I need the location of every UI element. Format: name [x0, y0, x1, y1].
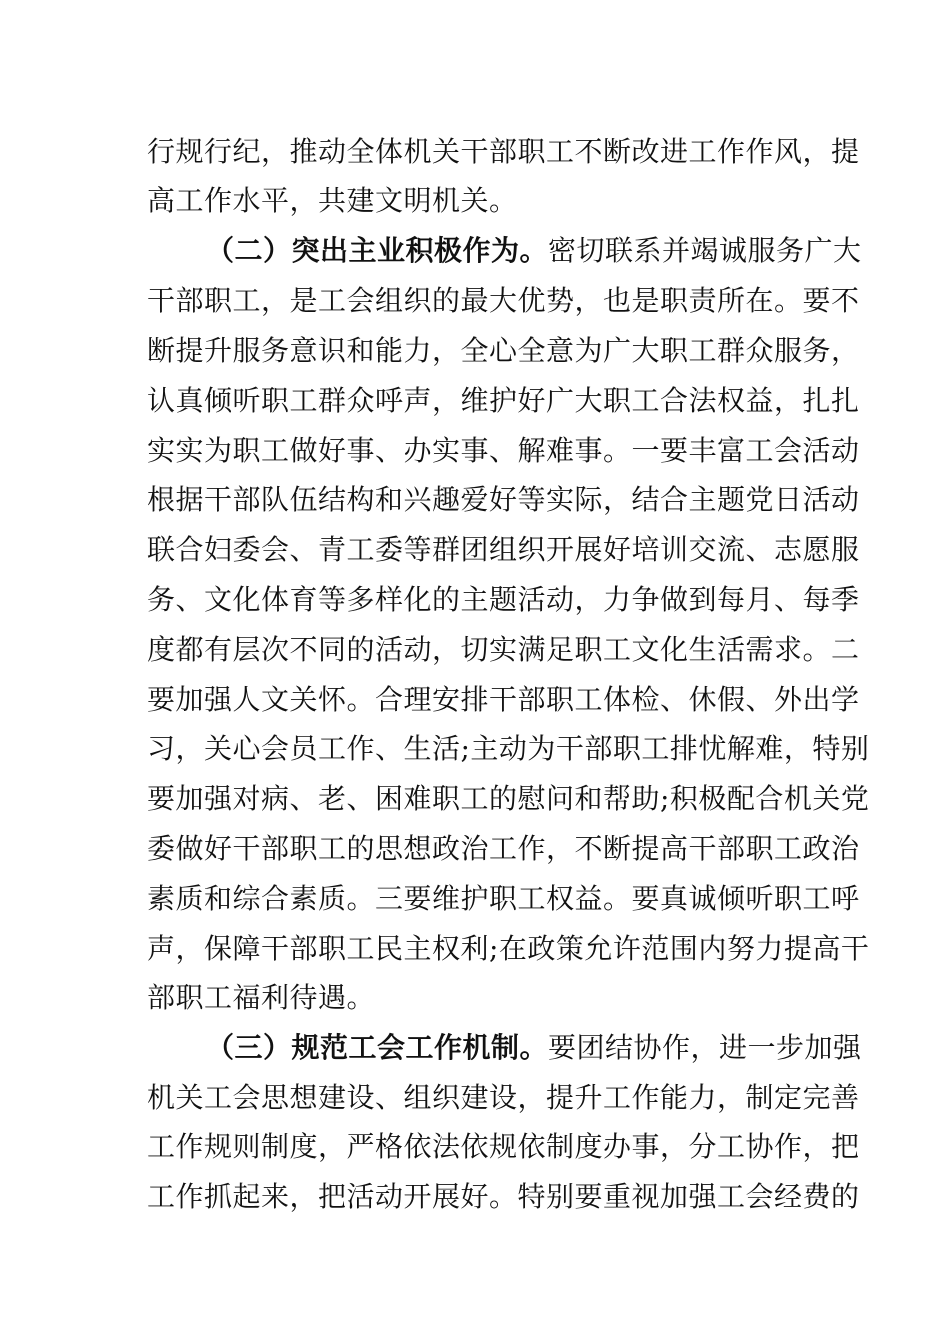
text-line: 机关工会思想建设、组织建设，提升工作能力，制定完善 — [147, 1081, 860, 1114]
text-line: 干部职工，是工会组织的最大优势，也是职责所在。要不 — [147, 284, 860, 317]
text-line: 行规行纪，推动全体机关干部职工不断改进工作作风，提 — [147, 135, 860, 168]
section-heading: （三）规范工会工作机制。 — [206, 1031, 549, 1064]
text-run: 密切联系并竭诚服务广大 — [548, 234, 862, 267]
text-line: 务、文化体育等多样化的主题活动，力争做到每月、每季 — [147, 583, 860, 616]
text-line: 根据干部队伍结构和兴趣爱好等实际，结合主题党日活动 — [147, 483, 860, 516]
text-line: 认真倾听职工群众呼声，维护好广大职工合法权益，扎扎 — [147, 384, 860, 417]
text-line: 断提升服务意识和能力，全心全意为广大职工群众服务， — [147, 334, 860, 367]
text-line: 度都有层次不同的活动，切实满足职工文化生活需求。二 — [147, 633, 860, 666]
section-heading-line — [206, 1031, 862, 1064]
text-line: 要加强人文关怀。合理安排干部职工体检、休假、外出学 — [147, 683, 860, 716]
text-line: 工作规则制度，严格依法依规依制度办事，分工协作，把 — [147, 1130, 860, 1163]
text-run: 要团结协作，进一步加强 — [548, 1031, 862, 1064]
text-line: 要加强对病、老、困难职工的慰问和帮助;积极配合机关党 — [147, 782, 870, 815]
text-line: 声，保障干部职工民主权利;在政策允许范围内努力提高干 — [147, 932, 870, 965]
text-line: 工作抓起来，把活动开展好。特别要重视加强工会经费的 — [147, 1180, 860, 1213]
section-heading-line — [206, 234, 862, 267]
text-line: 委做好干部职工的思想政治工作，不断提高干部职工政治 — [147, 832, 860, 865]
text-line: 高工作水平，共建文明机关。 — [147, 184, 518, 217]
section-heading: （二）突出主业积极作为。 — [206, 234, 549, 267]
text-line: 实实为职工做好事、办实事、解难事。一要丰富工会活动 — [147, 434, 860, 467]
text-line: 联合妇委会、青工委等群团组织开展好培训交流、志愿服 — [147, 533, 860, 566]
text-line: 素质和综合素质。三要维护职工权益。要真诚倾听职工呼 — [147, 882, 860, 915]
text-line: 习，关心会员工作、生活;主动为干部职工排忧解难，特别 — [147, 732, 870, 765]
text-line: 部职工福利待遇。 — [147, 981, 376, 1014]
